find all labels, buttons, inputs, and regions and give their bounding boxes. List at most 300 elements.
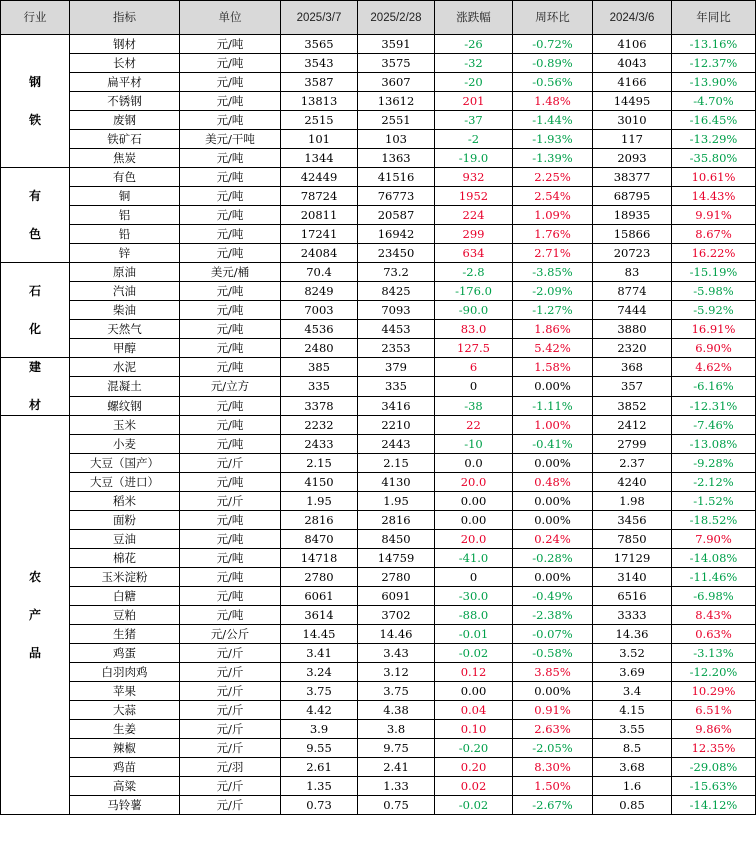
previous-value-cell: 8425 [358, 282, 435, 301]
indicator-cell: 生猪 [70, 625, 180, 644]
previous-value-cell: 41516 [358, 168, 435, 187]
last-year-value-cell: 4.15 [593, 701, 672, 720]
change-cell: 0.00 [435, 682, 513, 701]
change-cell: -90.0 [435, 301, 513, 320]
current-value-cell: 6061 [281, 587, 358, 606]
table-row [1, 187, 756, 206]
indicator-cell: 马铃薯 [70, 796, 180, 815]
wow-cell: 1.58% [513, 358, 593, 377]
previous-value-cell: 4453 [358, 320, 435, 339]
yoy-cell: -6.98% [672, 587, 756, 606]
wow-cell: 0.91% [513, 701, 593, 720]
yoy-cell: -16.45% [672, 111, 756, 130]
yoy-cell: 8.43% [672, 606, 756, 625]
change-cell: 299 [435, 225, 513, 244]
unit-cell: 元/斤 [180, 739, 281, 758]
table-row [1, 435, 756, 454]
wow-cell: 0.00% [513, 568, 593, 587]
current-value-cell: 2.61 [281, 758, 358, 777]
table-row [1, 454, 756, 473]
indicator-cell: 钢材 [70, 35, 180, 54]
previous-value-cell: 103 [358, 130, 435, 149]
previous-value-cell: 3.75 [358, 682, 435, 701]
previous-value-cell: 3416 [358, 396, 435, 415]
previous-value-cell: 2443 [358, 435, 435, 454]
indicator-cell: 辣椒 [70, 739, 180, 758]
previous-value-cell: 76773 [358, 187, 435, 206]
yoy-cell: 9.86% [672, 720, 756, 739]
header-wow: 周环比 [513, 1, 593, 35]
wow-cell: 3.85% [513, 663, 593, 682]
last-year-value-cell: 3333 [593, 606, 672, 625]
change-cell: -0.02 [435, 644, 513, 663]
indicator-cell: 大豆（国产） [70, 454, 180, 473]
indicator-cell: 小麦 [70, 435, 180, 454]
last-year-value-cell: 17129 [593, 549, 672, 568]
indicator-cell: 柴油 [70, 301, 180, 320]
wow-cell: -2.09% [513, 282, 593, 301]
table-row [1, 111, 756, 130]
yoy-cell: -12.37% [672, 54, 756, 73]
table-row [1, 663, 756, 682]
current-value-cell: 3378 [281, 396, 358, 415]
change-cell: 20.0 [435, 473, 513, 492]
change-cell: -2.8 [435, 263, 513, 282]
table-row [1, 73, 756, 92]
change-cell: 634 [435, 244, 513, 263]
table-row [1, 339, 756, 358]
last-year-value-cell: 2.37 [593, 454, 672, 473]
unit-cell: 元/吨 [180, 111, 281, 130]
unit-cell: 元/吨 [180, 416, 281, 435]
wow-cell: -1.44% [513, 111, 593, 130]
wow-cell: 5.42% [513, 339, 593, 358]
indicator-cell: 铅 [70, 225, 180, 244]
previous-value-cell: 1.95 [358, 492, 435, 511]
unit-cell: 元/吨 [180, 301, 281, 320]
indicator-cell: 白糖 [70, 587, 180, 606]
unit-cell: 元/吨 [180, 168, 281, 187]
previous-value-cell: 3.43 [358, 644, 435, 663]
yoy-cell: -13.16% [672, 35, 756, 54]
yoy-cell: -12.20% [672, 663, 756, 682]
current-value-cell: 42449 [281, 168, 358, 187]
unit-cell: 元/吨 [180, 568, 281, 587]
indicator-cell: 天然气 [70, 320, 180, 339]
table-row [1, 549, 756, 568]
wow-cell: -1.39% [513, 149, 593, 168]
unit-cell: 元/吨 [180, 225, 281, 244]
yoy-cell: -5.98% [672, 282, 756, 301]
yoy-cell: 8.67% [672, 225, 756, 244]
yoy-cell: -15.63% [672, 777, 756, 796]
last-year-value-cell: 3010 [593, 111, 672, 130]
unit-cell: 元/吨 [180, 35, 281, 54]
industry-cell: 钢 铁 [1, 35, 70, 168]
last-year-value-cell: 2799 [593, 435, 672, 454]
table-row [1, 511, 756, 530]
unit-cell: 元/吨 [180, 339, 281, 358]
table-row [1, 244, 756, 263]
unit-cell: 元/吨 [180, 244, 281, 263]
last-year-value-cell: 117 [593, 130, 672, 149]
previous-value-cell: 2.15 [358, 454, 435, 473]
header-previous-date: 2025/2/28 [358, 1, 435, 35]
current-value-cell: 0.73 [281, 796, 358, 815]
current-value-cell: 1.95 [281, 492, 358, 511]
current-value-cell: 4150 [281, 473, 358, 492]
last-year-value-cell: 3.4 [593, 682, 672, 701]
last-year-value-cell: 2093 [593, 149, 672, 168]
header-yoy: 年同比 [672, 1, 756, 35]
wow-cell: -0.07% [513, 625, 593, 644]
wow-cell: 0.00% [513, 492, 593, 511]
indicator-cell: 螺纹钢 [70, 396, 180, 415]
yoy-cell: -12.31% [672, 396, 756, 415]
table-row [1, 416, 756, 435]
indicator-cell: 豆油 [70, 530, 180, 549]
table-row [1, 282, 756, 301]
current-value-cell: 2480 [281, 339, 358, 358]
indicator-cell: 铁矿石 [70, 130, 180, 149]
table-row [1, 320, 756, 339]
previous-value-cell: 73.2 [358, 263, 435, 282]
unit-cell: 美元/干吨 [180, 130, 281, 149]
unit-cell: 元/斤 [180, 701, 281, 720]
current-value-cell: 2816 [281, 511, 358, 530]
current-value-cell: 3543 [281, 54, 358, 73]
wow-cell: 0.00% [513, 511, 593, 530]
current-value-cell: 2232 [281, 416, 358, 435]
last-year-value-cell: 14.36 [593, 625, 672, 644]
current-value-cell: 3.9 [281, 720, 358, 739]
unit-cell: 元/斤 [180, 663, 281, 682]
table-row [1, 739, 756, 758]
header-current-date: 2025/3/7 [281, 1, 358, 35]
yoy-cell: -7.46% [672, 416, 756, 435]
current-value-cell: 2.15 [281, 454, 358, 473]
industry-cell: 建 材 [1, 358, 70, 416]
wow-cell: 0.24% [513, 530, 593, 549]
table-row [1, 625, 756, 644]
wow-cell: -1.93% [513, 130, 593, 149]
header-unit: 单位 [180, 1, 281, 35]
unit-cell: 元/斤 [180, 492, 281, 511]
previous-value-cell: 14759 [358, 549, 435, 568]
last-year-value-cell: 2412 [593, 416, 672, 435]
change-cell: 0.02 [435, 777, 513, 796]
wow-cell: 1.00% [513, 416, 593, 435]
yoy-cell: -29.08% [672, 758, 756, 777]
change-cell: 0.04 [435, 701, 513, 720]
unit-cell: 元/斤 [180, 454, 281, 473]
change-cell: -41.0 [435, 549, 513, 568]
current-value-cell: 3.75 [281, 682, 358, 701]
table-row [1, 530, 756, 549]
last-year-value-cell: 3.68 [593, 758, 672, 777]
wow-cell: -0.58% [513, 644, 593, 663]
unit-cell: 元/吨 [180, 206, 281, 225]
yoy-cell: 10.61% [672, 168, 756, 187]
table-row [1, 568, 756, 587]
wow-cell: -0.89% [513, 54, 593, 73]
change-cell: -0.02 [435, 796, 513, 815]
change-cell: 0.12 [435, 663, 513, 682]
unit-cell: 元/斤 [180, 796, 281, 815]
current-value-cell: 3.24 [281, 663, 358, 682]
previous-value-cell: 2551 [358, 111, 435, 130]
change-cell: 6 [435, 358, 513, 377]
last-year-value-cell: 7444 [593, 301, 672, 320]
previous-value-cell: 9.75 [358, 739, 435, 758]
previous-value-cell: 379 [358, 358, 435, 377]
previous-value-cell: 8450 [358, 530, 435, 549]
unit-cell: 元/吨 [180, 358, 281, 377]
table-row [1, 396, 756, 415]
change-cell: -20 [435, 73, 513, 92]
change-cell: 932 [435, 168, 513, 187]
last-year-value-cell: 3852 [593, 396, 672, 415]
change-cell: -26 [435, 35, 513, 54]
industry-cell: 有 色 [1, 168, 70, 263]
indicator-cell: 高粱 [70, 777, 180, 796]
change-cell: 0.00 [435, 511, 513, 530]
last-year-value-cell: 6516 [593, 587, 672, 606]
current-value-cell: 8249 [281, 282, 358, 301]
last-year-value-cell: 4240 [593, 473, 672, 492]
unit-cell: 元/吨 [180, 587, 281, 606]
wow-cell: 0.00% [513, 454, 593, 473]
last-year-value-cell: 1.6 [593, 777, 672, 796]
previous-value-cell: 335 [358, 377, 435, 396]
last-year-value-cell: 368 [593, 358, 672, 377]
previous-value-cell: 3591 [358, 35, 435, 54]
current-value-cell: 17241 [281, 225, 358, 244]
header-industry: 行业 [1, 1, 70, 35]
last-year-value-cell: 38377 [593, 168, 672, 187]
indicator-cell: 铝 [70, 206, 180, 225]
unit-cell: 元/立方 [180, 377, 281, 396]
wow-cell: -0.41% [513, 435, 593, 454]
yoy-cell: 16.22% [672, 244, 756, 263]
unit-cell: 元/吨 [180, 92, 281, 111]
current-value-cell: 2433 [281, 435, 358, 454]
table-row [1, 92, 756, 111]
indicator-cell: 玉米 [70, 416, 180, 435]
unit-cell: 元/斤 [180, 644, 281, 663]
wow-cell: 1.76% [513, 225, 593, 244]
yoy-cell: 0.63% [672, 625, 756, 644]
previous-value-cell: 3.12 [358, 663, 435, 682]
last-year-value-cell: 2320 [593, 339, 672, 358]
current-value-cell: 3614 [281, 606, 358, 625]
yoy-cell: -13.29% [672, 130, 756, 149]
last-year-value-cell: 3880 [593, 320, 672, 339]
table-row [1, 606, 756, 625]
unit-cell: 元/吨 [180, 606, 281, 625]
yoy-cell: 14.43% [672, 187, 756, 206]
current-value-cell: 70.4 [281, 263, 358, 282]
previous-value-cell: 4.38 [358, 701, 435, 720]
yoy-cell: 6.51% [672, 701, 756, 720]
last-year-value-cell: 8.5 [593, 739, 672, 758]
table-row [1, 720, 756, 739]
indicator-cell: 混凝土 [70, 377, 180, 396]
change-cell: -2 [435, 130, 513, 149]
wow-cell: -0.72% [513, 35, 593, 54]
current-value-cell: 20811 [281, 206, 358, 225]
indicator-cell: 苹果 [70, 682, 180, 701]
last-year-value-cell: 3456 [593, 511, 672, 530]
previous-value-cell: 16942 [358, 225, 435, 244]
indicator-cell: 鸡蛋 [70, 644, 180, 663]
yoy-cell: -15.19% [672, 263, 756, 282]
change-cell: 201 [435, 92, 513, 111]
change-cell: -30.0 [435, 587, 513, 606]
header-indicator: 指标 [70, 1, 180, 35]
current-value-cell: 1.35 [281, 777, 358, 796]
previous-value-cell: 2816 [358, 511, 435, 530]
unit-cell: 美元/桶 [180, 263, 281, 282]
yoy-cell: -9.28% [672, 454, 756, 473]
indicator-cell: 玉米淀粉 [70, 568, 180, 587]
wow-cell: 2.71% [513, 244, 593, 263]
change-cell: -88.0 [435, 606, 513, 625]
unit-cell: 元/斤 [180, 682, 281, 701]
change-cell: 0.00 [435, 492, 513, 511]
current-value-cell: 78724 [281, 187, 358, 206]
last-year-value-cell: 7850 [593, 530, 672, 549]
unit-cell: 元/吨 [180, 320, 281, 339]
table-row [1, 758, 756, 777]
wow-cell: -2.67% [513, 796, 593, 815]
previous-value-cell: 1.33 [358, 777, 435, 796]
indicator-cell: 棉花 [70, 549, 180, 568]
table-row [1, 587, 756, 606]
indicator-cell: 原油 [70, 263, 180, 282]
table-row [1, 701, 756, 720]
indicator-cell: 大豆（进口） [70, 473, 180, 492]
previous-value-cell: 2210 [358, 416, 435, 435]
change-cell: 0 [435, 568, 513, 587]
yoy-cell: -2.12% [672, 473, 756, 492]
previous-value-cell: 2353 [358, 339, 435, 358]
table-row [1, 492, 756, 511]
unit-cell: 元/吨 [180, 549, 281, 568]
header-last-year-date: 2024/3/6 [593, 1, 672, 35]
change-cell: 0.0 [435, 454, 513, 473]
change-cell: 224 [435, 206, 513, 225]
yoy-cell: -14.08% [672, 549, 756, 568]
wow-cell: -0.28% [513, 549, 593, 568]
header-row [1, 1, 756, 35]
yoy-cell: 4.62% [672, 358, 756, 377]
current-value-cell: 3565 [281, 35, 358, 54]
wow-cell: 2.63% [513, 720, 593, 739]
last-year-value-cell: 18935 [593, 206, 672, 225]
previous-value-cell: 23450 [358, 244, 435, 263]
current-value-cell: 2515 [281, 111, 358, 130]
last-year-value-cell: 4106 [593, 35, 672, 54]
table-row [1, 796, 756, 815]
industry-cell: 石 化 [1, 263, 70, 358]
change-cell: 83.0 [435, 320, 513, 339]
previous-value-cell: 13612 [358, 92, 435, 111]
table-row [1, 644, 756, 663]
yoy-cell: -14.12% [672, 796, 756, 815]
change-cell: -0.01 [435, 625, 513, 644]
yoy-cell: -18.52% [672, 511, 756, 530]
indicator-cell: 白羽肉鸡 [70, 663, 180, 682]
wow-cell: 0.00% [513, 682, 593, 701]
unit-cell: 元/吨 [180, 435, 281, 454]
unit-cell: 元/斤 [180, 777, 281, 796]
indicator-cell: 豆粕 [70, 606, 180, 625]
current-value-cell: 24084 [281, 244, 358, 263]
yoy-cell: -1.52% [672, 492, 756, 511]
indicator-cell: 大蒜 [70, 701, 180, 720]
current-value-cell: 335 [281, 377, 358, 396]
wow-cell: -2.05% [513, 739, 593, 758]
previous-value-cell: 3702 [358, 606, 435, 625]
indicator-cell: 焦炭 [70, 149, 180, 168]
unit-cell: 元/斤 [180, 720, 281, 739]
change-cell: 127.5 [435, 339, 513, 358]
previous-value-cell: 20587 [358, 206, 435, 225]
indicator-cell: 废钢 [70, 111, 180, 130]
previous-value-cell: 0.75 [358, 796, 435, 815]
current-value-cell: 9.55 [281, 739, 358, 758]
previous-value-cell: 3.8 [358, 720, 435, 739]
current-value-cell: 4.42 [281, 701, 358, 720]
table-row [1, 168, 756, 187]
last-year-value-cell: 4166 [593, 73, 672, 92]
change-cell: 20.0 [435, 530, 513, 549]
yoy-cell: -3.13% [672, 644, 756, 663]
indicator-cell: 面粉 [70, 511, 180, 530]
indicator-cell: 水泥 [70, 358, 180, 377]
wow-cell: 1.48% [513, 92, 593, 111]
current-value-cell: 2780 [281, 568, 358, 587]
table-row [1, 358, 756, 377]
table-body [1, 35, 756, 815]
previous-value-cell: 2780 [358, 568, 435, 587]
indicator-cell: 锌 [70, 244, 180, 263]
previous-value-cell: 4130 [358, 473, 435, 492]
table-row [1, 206, 756, 225]
indicator-cell: 稻米 [70, 492, 180, 511]
last-year-value-cell: 3140 [593, 568, 672, 587]
last-year-value-cell: 14495 [593, 92, 672, 111]
table-row [1, 225, 756, 244]
indicator-cell: 铜 [70, 187, 180, 206]
indicator-cell: 不锈钢 [70, 92, 180, 111]
indicator-cell: 扁平材 [70, 73, 180, 92]
unit-cell: 元/吨 [180, 73, 281, 92]
previous-value-cell: 14.46 [358, 625, 435, 644]
table-row [1, 301, 756, 320]
current-value-cell: 4536 [281, 320, 358, 339]
previous-value-cell: 1363 [358, 149, 435, 168]
table-row [1, 149, 756, 168]
unit-cell: 元/吨 [180, 530, 281, 549]
last-year-value-cell: 0.85 [593, 796, 672, 815]
change-cell: -0.20 [435, 739, 513, 758]
current-value-cell: 101 [281, 130, 358, 149]
yoy-cell: -13.90% [672, 73, 756, 92]
yoy-cell: 16.91% [672, 320, 756, 339]
unit-cell: 元/吨 [180, 187, 281, 206]
